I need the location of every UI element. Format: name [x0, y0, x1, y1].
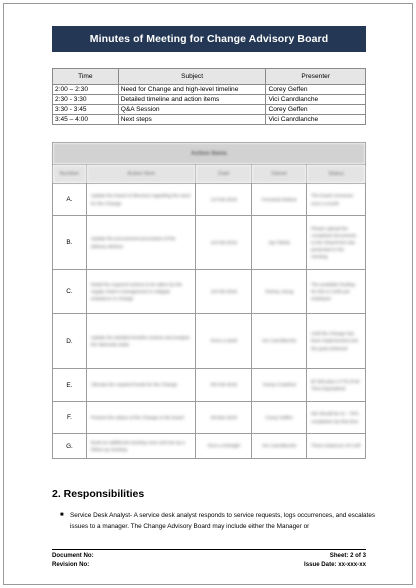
action-index: C.	[53, 270, 87, 314]
action-index: D.	[53, 314, 87, 369]
agenda-header-row	[53, 69, 366, 85]
agenda-presenter: Corey Geffen	[266, 105, 366, 115]
bullet-text: Service Desk Analyst- A service desk analyst responds to service requests, logs occurrences, and escalates issues to a manager. The Change Advisory Board may include either the Manager or	[70, 512, 376, 531]
action-owner: Vici Canrdlanche	[252, 434, 307, 459]
action-status: Until the Change has been implemented and the goal achieved	[307, 314, 366, 369]
list-item	[60, 510, 376, 533]
agenda-subject: Need for Change and high-level timeline	[118, 85, 266, 95]
agenda-header-subject: Subject	[118, 69, 266, 85]
issue-date: Issue Date: xx-xxx-xx	[304, 561, 366, 568]
action-status: The available funding for this is 3,000 per employee	[307, 270, 366, 314]
action-index: A.	[53, 184, 87, 216]
agenda-presenter: Vici Canrdlanche	[266, 115, 366, 125]
action-owner: Vici Canrdlanche	[252, 314, 307, 369]
action-index: B.	[53, 216, 87, 270]
agenda-time: 3:30 - 3:45	[53, 105, 119, 115]
action-date: 09-Feb-2018	[196, 369, 252, 402]
action-index: G.	[53, 434, 87, 459]
document-title: Minutes of Meeting for Change Advisory Board	[52, 26, 366, 52]
agenda-time: 3:45 – 4:00	[53, 115, 119, 125]
action-item-text: Update the detailed timeline actions and analyze the late/early tasks	[86, 314, 196, 369]
agenda-subject: Detailed timeline and action items	[118, 95, 266, 105]
action-item-text: Book an additional meeting room and set up a follow-up meeting	[86, 434, 196, 459]
action-header-status: Status	[307, 165, 366, 184]
action-date: 14-Feb-2018	[196, 184, 252, 216]
action-date: 16-Feb-2018	[196, 270, 252, 314]
agenda-time: 2:00 – 2:30	[53, 85, 119, 95]
table-row	[53, 314, 366, 369]
action-header-row	[53, 165, 366, 184]
action-caption-row	[53, 143, 366, 165]
table-row	[53, 184, 366, 216]
agenda-time: 2:30 - 3:30	[53, 95, 119, 105]
action-items-table	[52, 142, 366, 459]
action-item-text: Update the board of directors regarding the need for the Change	[86, 184, 196, 216]
document-page	[3, 3, 413, 585]
table-row	[53, 402, 366, 434]
action-date: Once a fortnight	[196, 434, 252, 459]
agenda-presenter: Corey Geffen	[266, 85, 366, 95]
action-header-item: Action Item	[86, 165, 196, 184]
agenda-header-presenter: Presenter	[266, 69, 366, 85]
table-row	[53, 270, 366, 314]
action-owner: Honey Crawford	[252, 369, 307, 402]
footer-row-2	[52, 561, 366, 568]
footer-row-1	[52, 552, 366, 559]
action-owner: Fernando Bolivar	[252, 184, 307, 216]
bullet-icon: ■	[60, 512, 64, 518]
action-index: F.	[53, 402, 87, 434]
sheet-number: Sheet: 2 of 3	[329, 552, 366, 559]
action-caption: Action Items	[53, 143, 366, 165]
agenda-header-time: Time	[53, 69, 119, 85]
action-status: Please upload the completed documents to the SharePoint site presented in the meeting	[307, 216, 366, 270]
section-heading: 2. Responsibilities	[52, 488, 145, 500]
action-index: E.	[53, 369, 87, 402]
revision-number-label: Revision No:	[52, 561, 90, 568]
action-item-text: Present the status of the Change to the board	[86, 402, 196, 434]
table-row	[53, 216, 366, 270]
action-header-date: Date	[196, 165, 252, 184]
action-date: Once a week	[196, 314, 252, 369]
table-row	[53, 434, 366, 459]
action-owner: Corey Geffen	[252, 402, 307, 434]
footer-divider	[52, 549, 366, 550]
action-owner: Jay Toledo	[252, 216, 307, 270]
action-owner: Tommy Joong	[252, 270, 307, 314]
action-status: We should be at ~ 75% completion by that time	[307, 402, 366, 434]
action-header-number: Number	[53, 165, 87, 184]
table-row	[53, 105, 366, 115]
agenda-presenter: Vici Canrdlanche	[266, 95, 366, 105]
table-row	[53, 369, 366, 402]
action-status: The board convenes once a month	[307, 184, 366, 216]
action-item-text: Allocate the required funds for the Change	[86, 369, 196, 402]
action-date: 09-Mar-2018	[196, 402, 252, 434]
table-row	[53, 85, 366, 95]
agenda-table	[52, 68, 366, 125]
action-status: Three instances of it will	[307, 434, 366, 459]
agenda-subject: Next steps	[118, 115, 266, 125]
table-row	[53, 115, 366, 125]
table-row	[53, 95, 366, 105]
action-item-text: Detail the required actions to be taken by the supply chain's management to mitigate resistance to change	[86, 270, 196, 314]
action-header-owner: Owner	[252, 165, 307, 184]
agenda-subject: Q&A Session	[118, 105, 266, 115]
action-item-text: Update the procurement processes of the delivery division	[86, 216, 196, 270]
action-status: $7,500 plus 3 FTE (Full-Time Equivalent)	[307, 369, 366, 402]
document-number-label: Document No:	[52, 552, 94, 559]
action-date: 16-Feb-2018	[196, 216, 252, 270]
